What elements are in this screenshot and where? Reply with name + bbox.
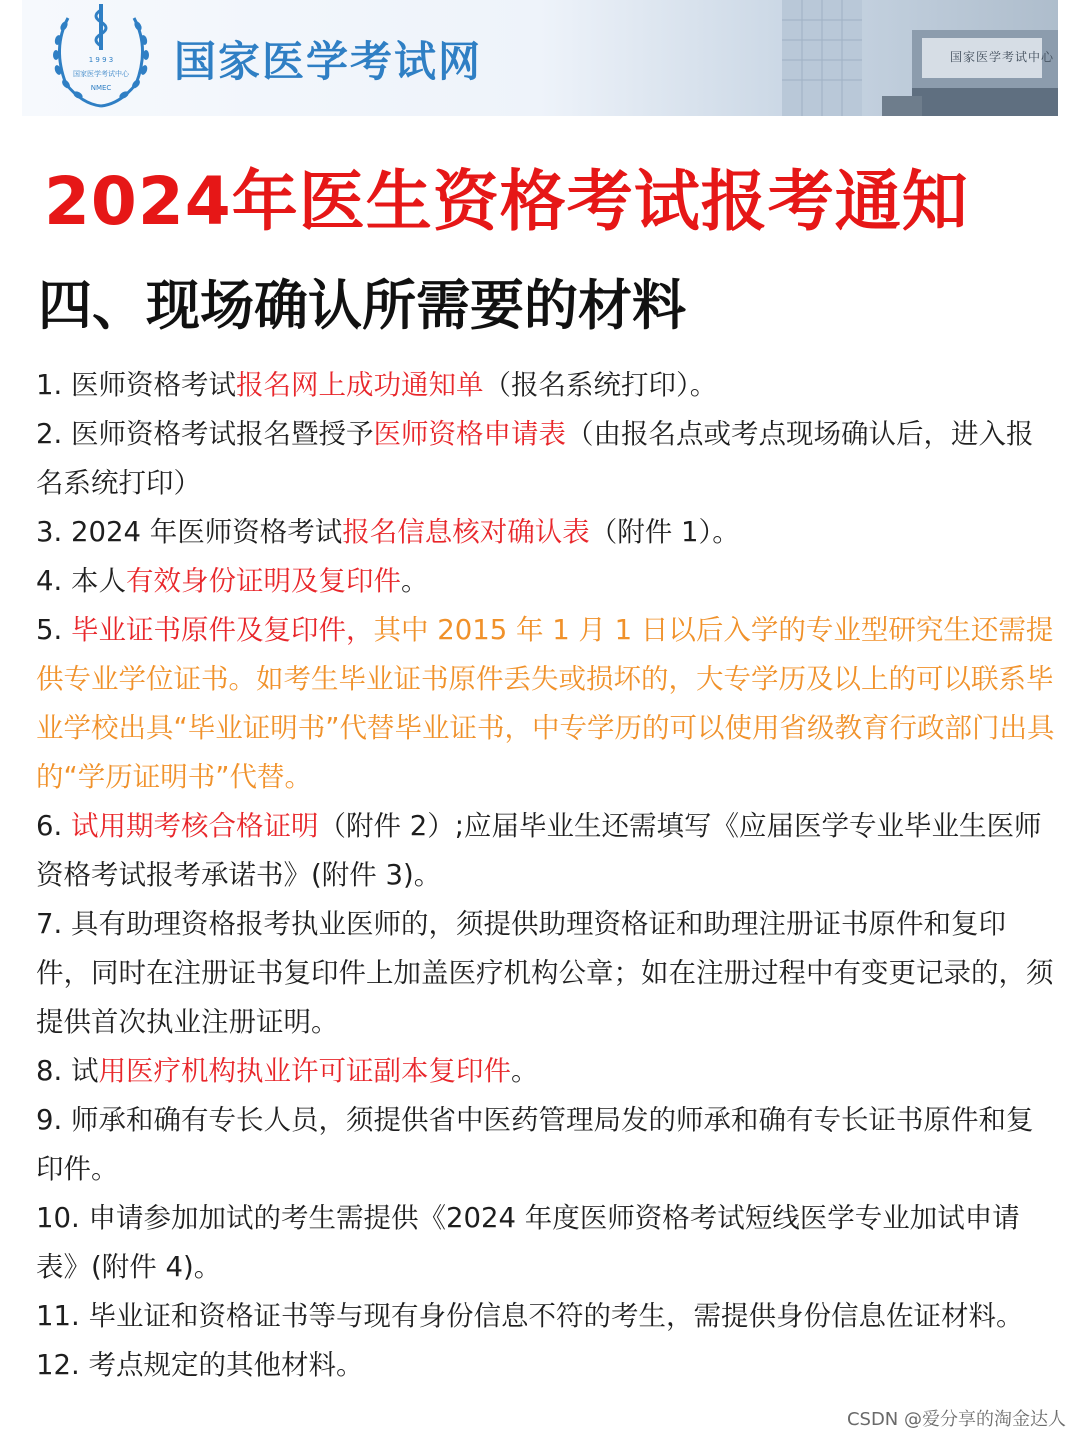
svg-text:1 9 9 3: 1 9 9 3 (88, 56, 114, 64)
list-item: 9. 师承和确有专长人员，须提供省中医药管理局发的师承和确有专长证书原件和复印件。 (36, 1104, 1034, 1185)
building-sign: 国家医学考试中心 (950, 50, 1055, 64)
list-item: 5. 毕业证书原件及复印件，其中 2015 年 1 月 1 日以后入学的专业型研究生还需提供专业学位证书。如考生毕业证书原件丢失或损坏的，大专学历及以上的可以联系毕业学校出具“毕业证明书”代替毕业证书，中专学历的可以使用省级教育行政部门出具的“学历证明书”代替。 (36, 614, 1055, 793)
svg-text:NMEC: NMEC (90, 84, 112, 92)
list-item: 10. 申请参加加试的考生需提供《2024 年度医师资格考试短线医学专业加试申请表》(附件 4)。 (36, 1202, 1020, 1283)
svg-text:国家医学考试中心: 国家医学考试中心 (73, 70, 129, 78)
list-item: 11. 毕业证和资格证书等与现有身份信息不符的考生，需提供身份信息佐证材料。 (36, 1300, 1024, 1332)
page-title: 2024年医生资格考试报考通知 (44, 163, 969, 240)
list-item: 12. 考点规定的其他材料。 (36, 1349, 364, 1381)
list-item: 2. 医师资格考试报名暨授予医师资格申请表（由报名点或考点现场确认后，进入报名系统打印） (36, 418, 1034, 499)
list-item: 7. 具有助理资格报考执业医师的，须提供助理资格证和助理注册证书原件和复印件，同时在注册证书复印件上加盖医疗机构公章；如在注册过程中有变更记录的，须提供首次执业注册证明。 (36, 908, 1054, 1038)
list-item: 1. 医师资格考试报名网上成功通知单（报名系统打印）。 (36, 369, 718, 401)
site-name: 国家医学考试网 (174, 37, 483, 86)
list-item: 6. 试用期考核合格证明（附件 2）;应届毕业生还需填写《应届医学专业毕业生医师资格考试报考承诺书》(附件 3)。 (36, 810, 1042, 891)
csdn-watermark: CSDN @爱分享的淘金达人 (846, 1409, 1066, 1430)
list-item: 4. 本人有效身份证明及复印件。 (36, 565, 429, 597)
nmec-emblem-icon (38, 0, 164, 112)
list-item: 8. 试用医疗机构执业许可证副本复印件。 (36, 1055, 539, 1087)
section-heading: 四、现场确认所需要的材料 (38, 274, 686, 337)
header-banner (22, 0, 1058, 116)
materials-list (36, 361, 1056, 1390)
list-item: 3. 2024 年医师资格考试报名信息核对确认表（附件 1）。 (36, 516, 740, 548)
